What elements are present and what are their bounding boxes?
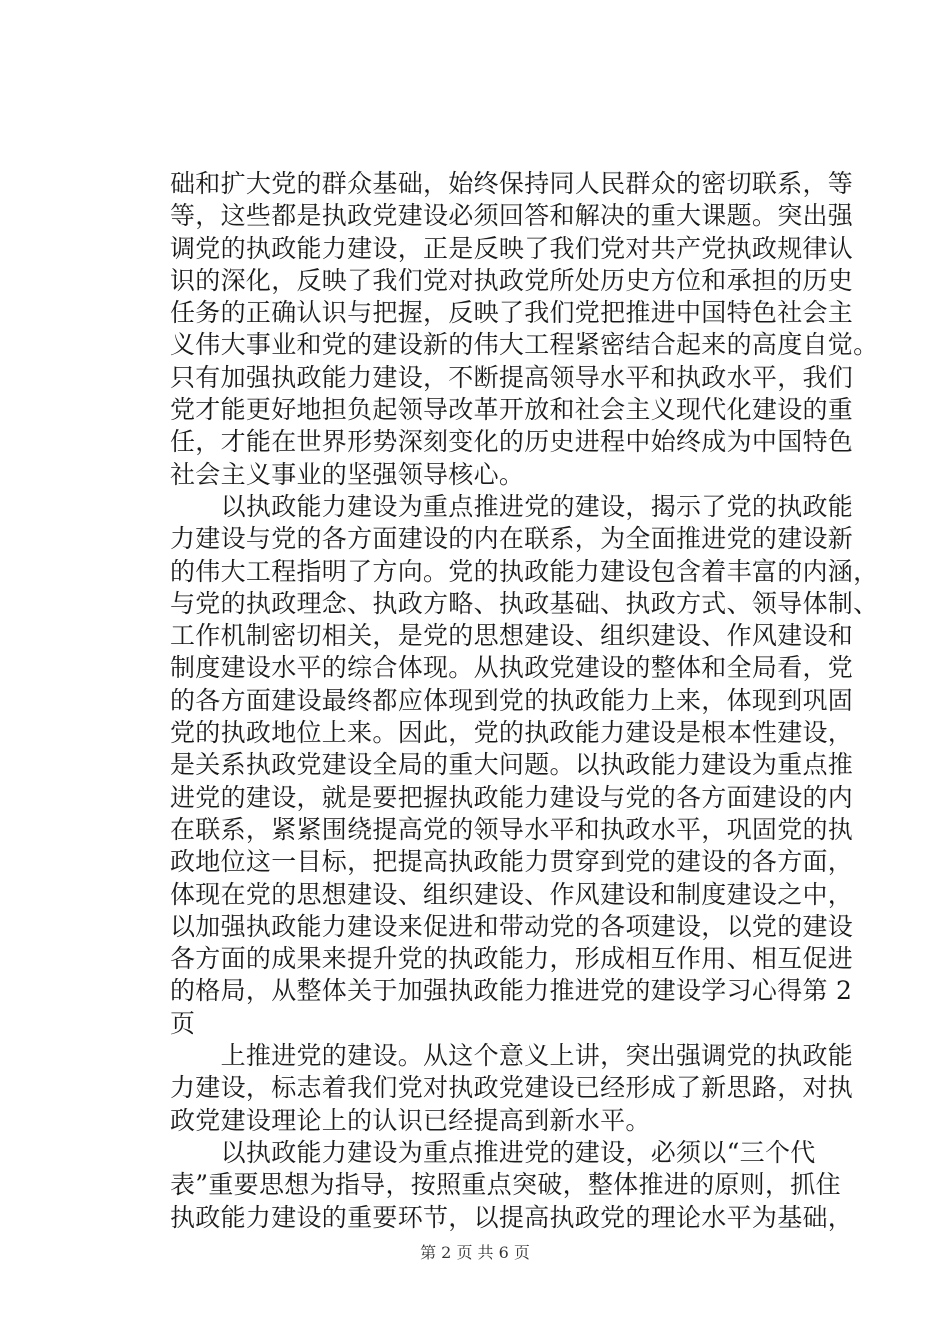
text-line: 等，这些都是执政党建设必须回答和解决的重大课题。突出强 <box>170 201 854 231</box>
text-line: 上推进党的建设。从这个意义上讲，突出强调党的执政能 <box>170 1041 854 1071</box>
text-line: 任，才能在世界形势深刻变化的历史进程中始终成为中国特色 <box>170 427 854 457</box>
text-line: 执政能力建设的重要环节，以提高执政党的理论水平为基础， <box>170 1202 854 1232</box>
text-line: 制度建设水平的综合体现。从执政党建设的整体和全局看，党 <box>170 653 854 683</box>
text-line: 政地位这一目标，把提高执政能力贯穿到党的建设的各方面， <box>170 847 854 877</box>
text-line: 政党建设理论上的认识已经提高到新水平。 <box>170 1105 651 1135</box>
text-line: 进党的建设，就是要把握执政能力建设与党的各方面建设的内 <box>170 782 854 812</box>
text-line: 的格局，从整体关于加强执政能力推进党的建设学习心得第 2 <box>170 976 853 1006</box>
text-line: 以执政能力建设为重点推进党的建设，揭示了党的执政能 <box>170 491 854 521</box>
text-line: 表”重要思想为指导，按照重点突破，整体推进的原则，抓住 <box>170 1170 841 1200</box>
text-line: 础和扩大党的群众基础，始终保持同人民群众的密切联系，等 <box>170 169 854 198</box>
text-line: 只有加强执政能力建设，不断提高领导水平和执政水平，我们 <box>170 362 854 392</box>
text-line: 页 <box>170 1008 196 1038</box>
text-line: 以加强执政能力建设来促进和带动党的各项建设，以党的建设 <box>170 911 854 941</box>
text-line: 与党的执政理念、执政方略、执政基础、执政方式、领导体制、 <box>170 588 879 618</box>
text-line: 是关系执政党建设全局的重大问题。以执政能力建设为重点推 <box>170 750 854 780</box>
text-line: 识的深化，反映了我们党对执政党所处历史方位和承担的历史 <box>170 265 854 295</box>
text-line: 的伟大工程指明了方向。党的执政能力建设包含着丰富的内涵， <box>170 556 879 586</box>
page-footer: 第 2 页 共 6 页 <box>420 1243 530 1262</box>
text-line: 党的执政地位上来。因此，党的执政能力建设是根本性建设， <box>170 718 854 748</box>
text-line: 各方面的成果来提升党的执政能力，形成相互作用、相互促进 <box>170 944 854 974</box>
text-line: 的各方面建设最终都应体现到党的执政能力上来，体现到巩固 <box>170 685 854 715</box>
text-line: 党才能更好地担负起领导改革开放和社会主义现代化建设的重 <box>170 395 854 425</box>
text-line: 社会主义事业的坚强领导核心。 <box>170 459 525 489</box>
text-line: 工作机制密切相关，是党的思想建设、组织建设、作风建设和 <box>170 621 854 651</box>
text-line: 以执政能力建设为重点推进党的建设，必须以“三个代 <box>170 1137 816 1167</box>
text-line: 调党的执政能力建设，正是反映了我们党对共产党执政规律认 <box>170 233 854 263</box>
text-line: 力建设，标志着我们党对执政党建设已经形成了新思路，对执 <box>170 1073 854 1103</box>
body-text <box>170 168 879 1234</box>
text-line: 力建设与党的各方面建设的内在联系，为全面推进党的建设新 <box>170 524 854 554</box>
text-line: 任务的正确认识与把握，反映了我们党把推进中国特色社会主 <box>170 298 854 328</box>
text-line: 体现在党的思想建设、组织建设、作风建设和制度建设之中， <box>170 879 854 909</box>
text-line: 在联系，紧紧围绕提高党的领导水平和执政水平，巩固党的执 <box>170 814 854 844</box>
text-line: 义伟大事业和党的建设新的伟大工程紧密结合起来的高度自觉。 <box>170 330 879 360</box>
